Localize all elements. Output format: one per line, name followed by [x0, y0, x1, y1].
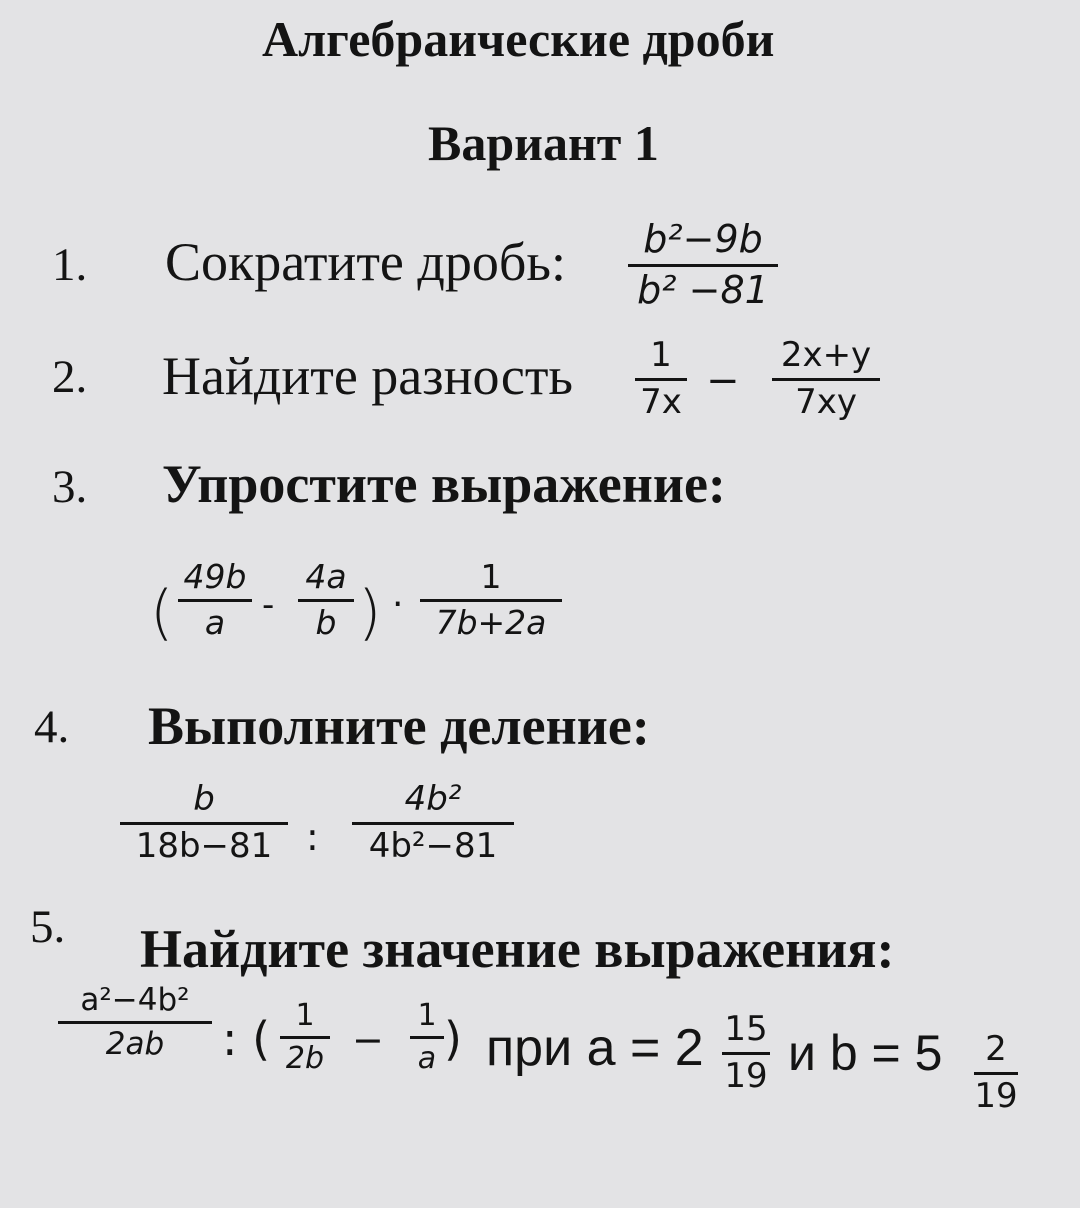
- task-3-minus: -: [262, 585, 275, 625]
- task-2-frac1-denominator: 7x: [640, 381, 682, 422]
- task-4-division-sign: :: [306, 815, 319, 859]
- task-3-frac2-denominator: b: [315, 602, 337, 642]
- task-3-number: 3.: [52, 461, 88, 513]
- document-title: Алгебраические дроби: [262, 11, 775, 67]
- task-5-frac2-denominator: 2b: [285, 1040, 325, 1076]
- task-2-minus: −: [706, 358, 740, 404]
- fraction-bar: [178, 599, 252, 602]
- task-5-a-mixed-fraction: [722, 1009, 770, 1096]
- fraction-bar: [410, 1036, 444, 1039]
- task-2-text: Найдите разность: [162, 346, 574, 406]
- fraction-bar: [722, 1052, 770, 1055]
- task-3-dot: ·: [392, 584, 404, 625]
- task-3-frac1-denominator: a: [204, 602, 226, 642]
- task-4-frac2-numerator: 4b²: [404, 779, 462, 819]
- task-3-open-paren: (: [150, 578, 174, 648]
- task-2-frac1-numerator: 1: [650, 335, 672, 375]
- task-2-fraction-2: [772, 335, 880, 422]
- task-5-condition-b: и b = 5: [788, 1025, 943, 1081]
- task-5-frac3-numerator: 1: [417, 998, 437, 1033]
- task-5-frac3-denominator: a: [417, 1040, 437, 1076]
- task-1-denominator: b² −81: [637, 267, 769, 312]
- task-3-frac2-numerator: 4a: [305, 557, 347, 596]
- task-3-fraction-1: [178, 557, 252, 642]
- task-4-frac1-numerator: b: [193, 779, 215, 819]
- task-3-frac3-numerator: 1: [480, 557, 502, 596]
- task-4-text: Выполните деление:: [148, 696, 650, 756]
- task-5-fraction-2: [280, 1000, 330, 1074]
- task-2-frac2-numerator: 2x+y: [780, 335, 872, 375]
- task-5-frac1-numerator: a²−4b²: [80, 982, 190, 1018]
- task-5-minus: −: [352, 1018, 384, 1062]
- fraction-bar: [772, 378, 880, 381]
- task-5-b-mixed-fraction: [974, 1029, 1018, 1116]
- task-5-frac2-numerator: 1: [295, 998, 315, 1033]
- fraction-bar: [628, 264, 778, 267]
- fraction-bar: [58, 1021, 212, 1024]
- task-5-close-paren: ): [444, 1012, 462, 1066]
- fraction-bar: [420, 599, 562, 602]
- fraction-bar: [974, 1072, 1018, 1075]
- task-1-number: 1.: [52, 239, 88, 291]
- variant-heading: Вариант 1: [428, 115, 659, 171]
- fraction-bar: [120, 822, 288, 825]
- task-3-text: Упростите выражение:: [162, 454, 726, 514]
- fraction-bar: [280, 1036, 330, 1039]
- task-5-frac1-denominator: 2ab: [105, 1025, 165, 1062]
- task-3-fraction-3: [420, 557, 562, 642]
- task-5-colon-paren: : (: [222, 1012, 271, 1066]
- task-5-b-denominator: 19: [974, 1075, 1018, 1116]
- task-5-a-denominator: 19: [724, 1055, 768, 1096]
- fraction-bar: [298, 599, 354, 602]
- task-4-number: 4.: [34, 701, 70, 753]
- fraction-bar: [352, 822, 514, 825]
- task-3-fraction-2: [298, 557, 354, 642]
- task-5-number: 5.: [30, 901, 66, 953]
- task-1-text: Сократите дробь:: [165, 232, 566, 292]
- task-4-frac1-denominator: 18b−81: [135, 825, 273, 866]
- task-4-frac2-denominator: 4b²−81: [368, 825, 498, 866]
- task-3-close-paren: ): [358, 578, 382, 648]
- task-5-condition-a: при a = 2: [486, 1019, 704, 1077]
- task-2-fraction-1: [635, 335, 687, 422]
- task-2-number: 2.: [52, 351, 88, 403]
- task-5-text: Найдите значение выражения:: [140, 919, 895, 979]
- task-5-b-numerator: 2: [985, 1029, 1007, 1069]
- task-5-fraction-1: [58, 984, 212, 1060]
- task-3-frac3-denominator: 7b+2a: [435, 602, 547, 642]
- fraction-bar: [635, 378, 687, 381]
- task-4-fraction-2: [352, 779, 514, 866]
- task-5-fraction-3: [410, 1000, 444, 1074]
- task-3-frac1-numerator: 49b: [183, 557, 247, 596]
- task-5-a-numerator: 15: [724, 1009, 768, 1049]
- task-2-frac2-denominator: 7xy: [795, 381, 857, 422]
- task-4-fraction-1: [120, 779, 288, 866]
- task-1-numerator: b²−9b: [643, 217, 763, 261]
- task-1-fraction: [628, 217, 778, 312]
